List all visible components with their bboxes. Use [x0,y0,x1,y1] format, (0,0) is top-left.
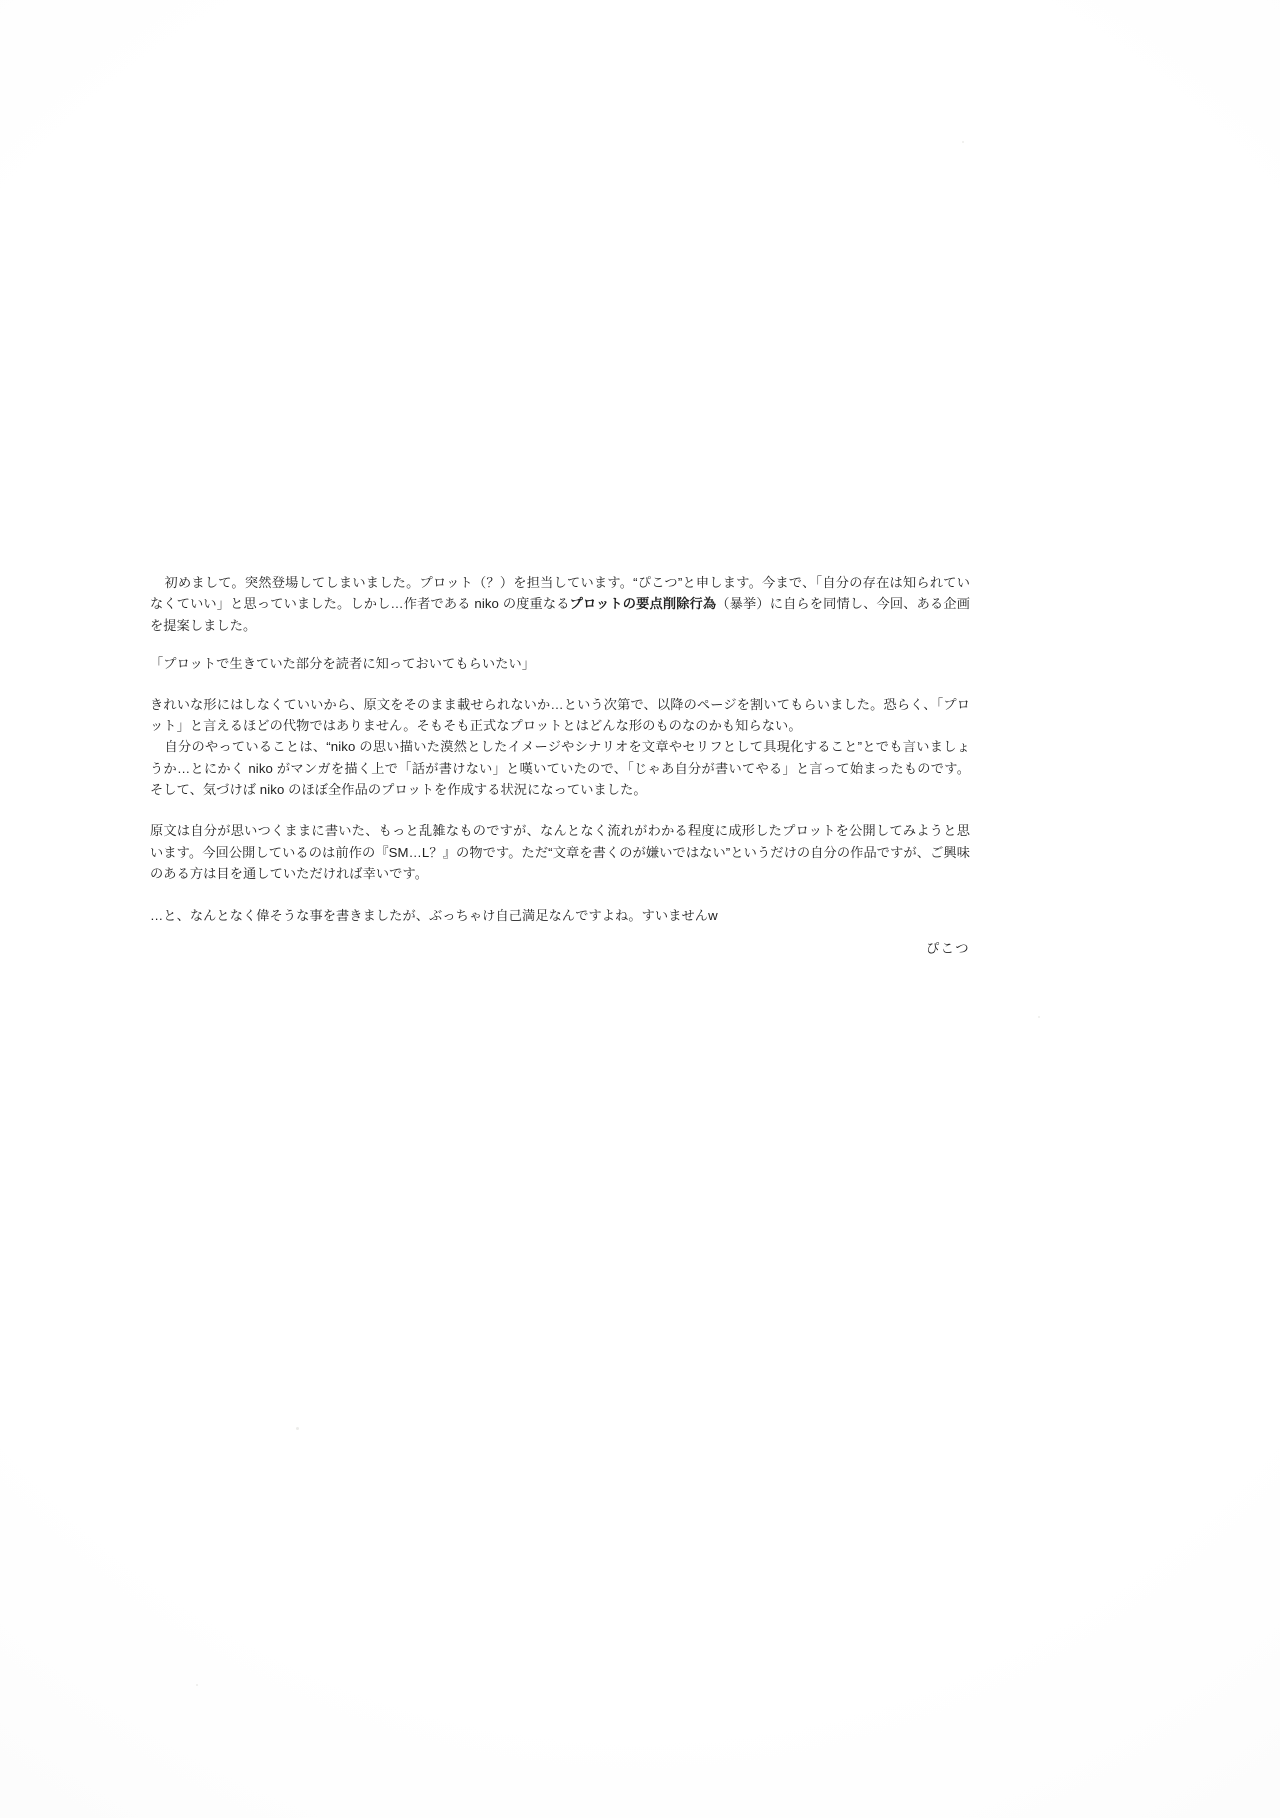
author-signature: ぴこつ [925,941,970,956]
paragraph-4: 自分のやっていることは、“niko の思い描いた漠然としたイメージやシナリオを文章やセリフとして具現化すること”とでも言いましょうか…とにかく niko がマンガを描く上で「話が書けない」と嘆いていたので、「じゃあ自分が書いてやる」と言って始まったものです。そして、気づけば niko のほぼ全作品のプロットを作成する状況になっていました。 [150,739,970,797]
paragraph-3: きれいな形にはしなくていいから、原文をそのまま載せられないか…という次第で、以降のページを割いてもらいました。恐らく、「プロット」と言えるほどの代物ではありません。そもそも正式なプロットとはどんな形のものなのかも知らない。 [150,696,970,733]
paragraph-1-run-1: 初めまして。突然登場してしまいました。プロット（？）を担当しています。“ぴこつ”と申します。今まで、「自分の存在は知られていなくていい」と思っていました。しかし…作者である niko の度重なる [150,575,970,612]
paragraph-1-emphasis: プロットの要点削除行為 [569,596,717,612]
paragraph-6: …と、なんとなく偉そうな事を書きましたが、ぶっちゃけ自己満足なんですよね。すいませんw [150,907,718,923]
paragraph-1 [150,572,970,636]
afterword-text-body [150,572,970,940]
paragraph-2-quote: 「プロットで生きていた部分を読者に知っておいてもらいたい」 [150,656,536,672]
paragraph-5: 原文は自分が思いつくままに書いた、もっと乱雑なものですが、なんとなく流れがわかる程度に成形したプロットを公開してみようと思います。今回公開しているのは前作の『SM…L？』の物です。ただ“文章を書くのが嫌いではない”というだけの自分の作品ですが、ご興味のある方は目を通していただければ幸いです。 [150,823,970,882]
paragraph-1-run-3: （暴挙）に自らを同情し、今回、ある企画を提案しました。 [150,596,970,633]
